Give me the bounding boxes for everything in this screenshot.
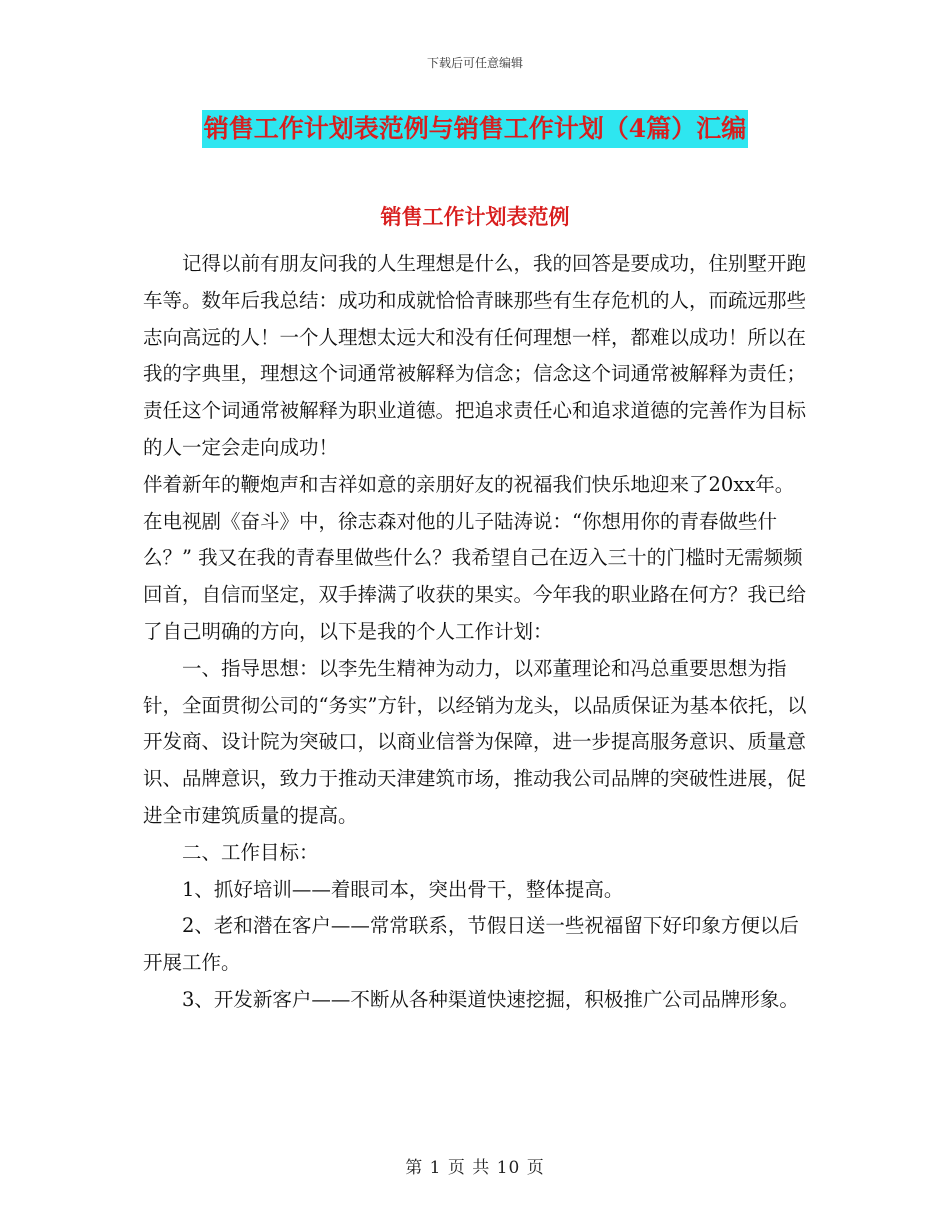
paragraph-new-year: 伴着新年的鞭炮声和吉祥如意的亲朋好友的祝福我们快乐地迎来了20xx年。在电视剧《奋斗》中，徐志森对他的儿子陆涛说：“你想用你的青春做些什么？” 我又在我的青春里做些什么？我希望自己在迈入三十的门槛时无需频频回首，自信而坚定，双手捧满了收获的果实。今年我的职业路在何方？我已给了自己明确的方向，以下是我的个人工作计划：: [143, 472, 807, 643]
paragraph-work-goals-heading: 二、工作目标：: [182, 840, 319, 864]
document-title-wrap: [0, 110, 950, 148]
document-body: [143, 246, 811, 1019]
paragraph-goal-3: 3、开发新客户——不断从各种渠道快速挖掘，积极推广公司品牌形象。: [182, 987, 799, 1011]
document-title: 销售工作计划表范例与销售工作计划（4篇）汇编: [202, 110, 748, 148]
header-note: 下载后可任意编辑: [426, 56, 523, 70]
paragraph-goal-1: 1、抓好培训——着眼司本，突出骨干，整体提高。: [182, 877, 624, 901]
page-footer: 第 1 页 共 10 页: [405, 1158, 545, 1178]
paragraph-goal-2: 2、老和潜在客户——常常联系，节假日送一些祝福留下好印象方便以后开展工作。: [143, 914, 799, 975]
paragraph-guiding-thought: 一、指导思想：以李先生精神为动力，以邓董理论和冯总重要思想为指针，全面贯彻公司的“务实”方针，以经销为龙头，以品质保证为基本依托，以开发商、设计院为突破口，以商业信誉为保障，进一步提高服务意识、质量意识、品牌意识，致力于推动天津建筑市场，推动我公司品牌的突破性进展，促进全市建筑质量的提高。: [143, 656, 807, 827]
section-title: 销售工作计划表范例: [380, 204, 570, 229]
paragraph-intro: 记得以前有朋友问我的人生理想是什么，我的回答是要成功，住别墅开跑车等。数年后我总结：成功和成就恰恰青睐那些有生存危机的人，而疏远那些志向高远的人！一个人理想太远大和没有任何理想一样，都难以成功！所以在我的字典里，理想这个词通常被解释为信念；信念这个词通常被解释为责任；责任这个词通常被解释为职业道德。把追求责任心和追求道德的完善作为目标的人一定会走向成功！: [143, 252, 807, 459]
